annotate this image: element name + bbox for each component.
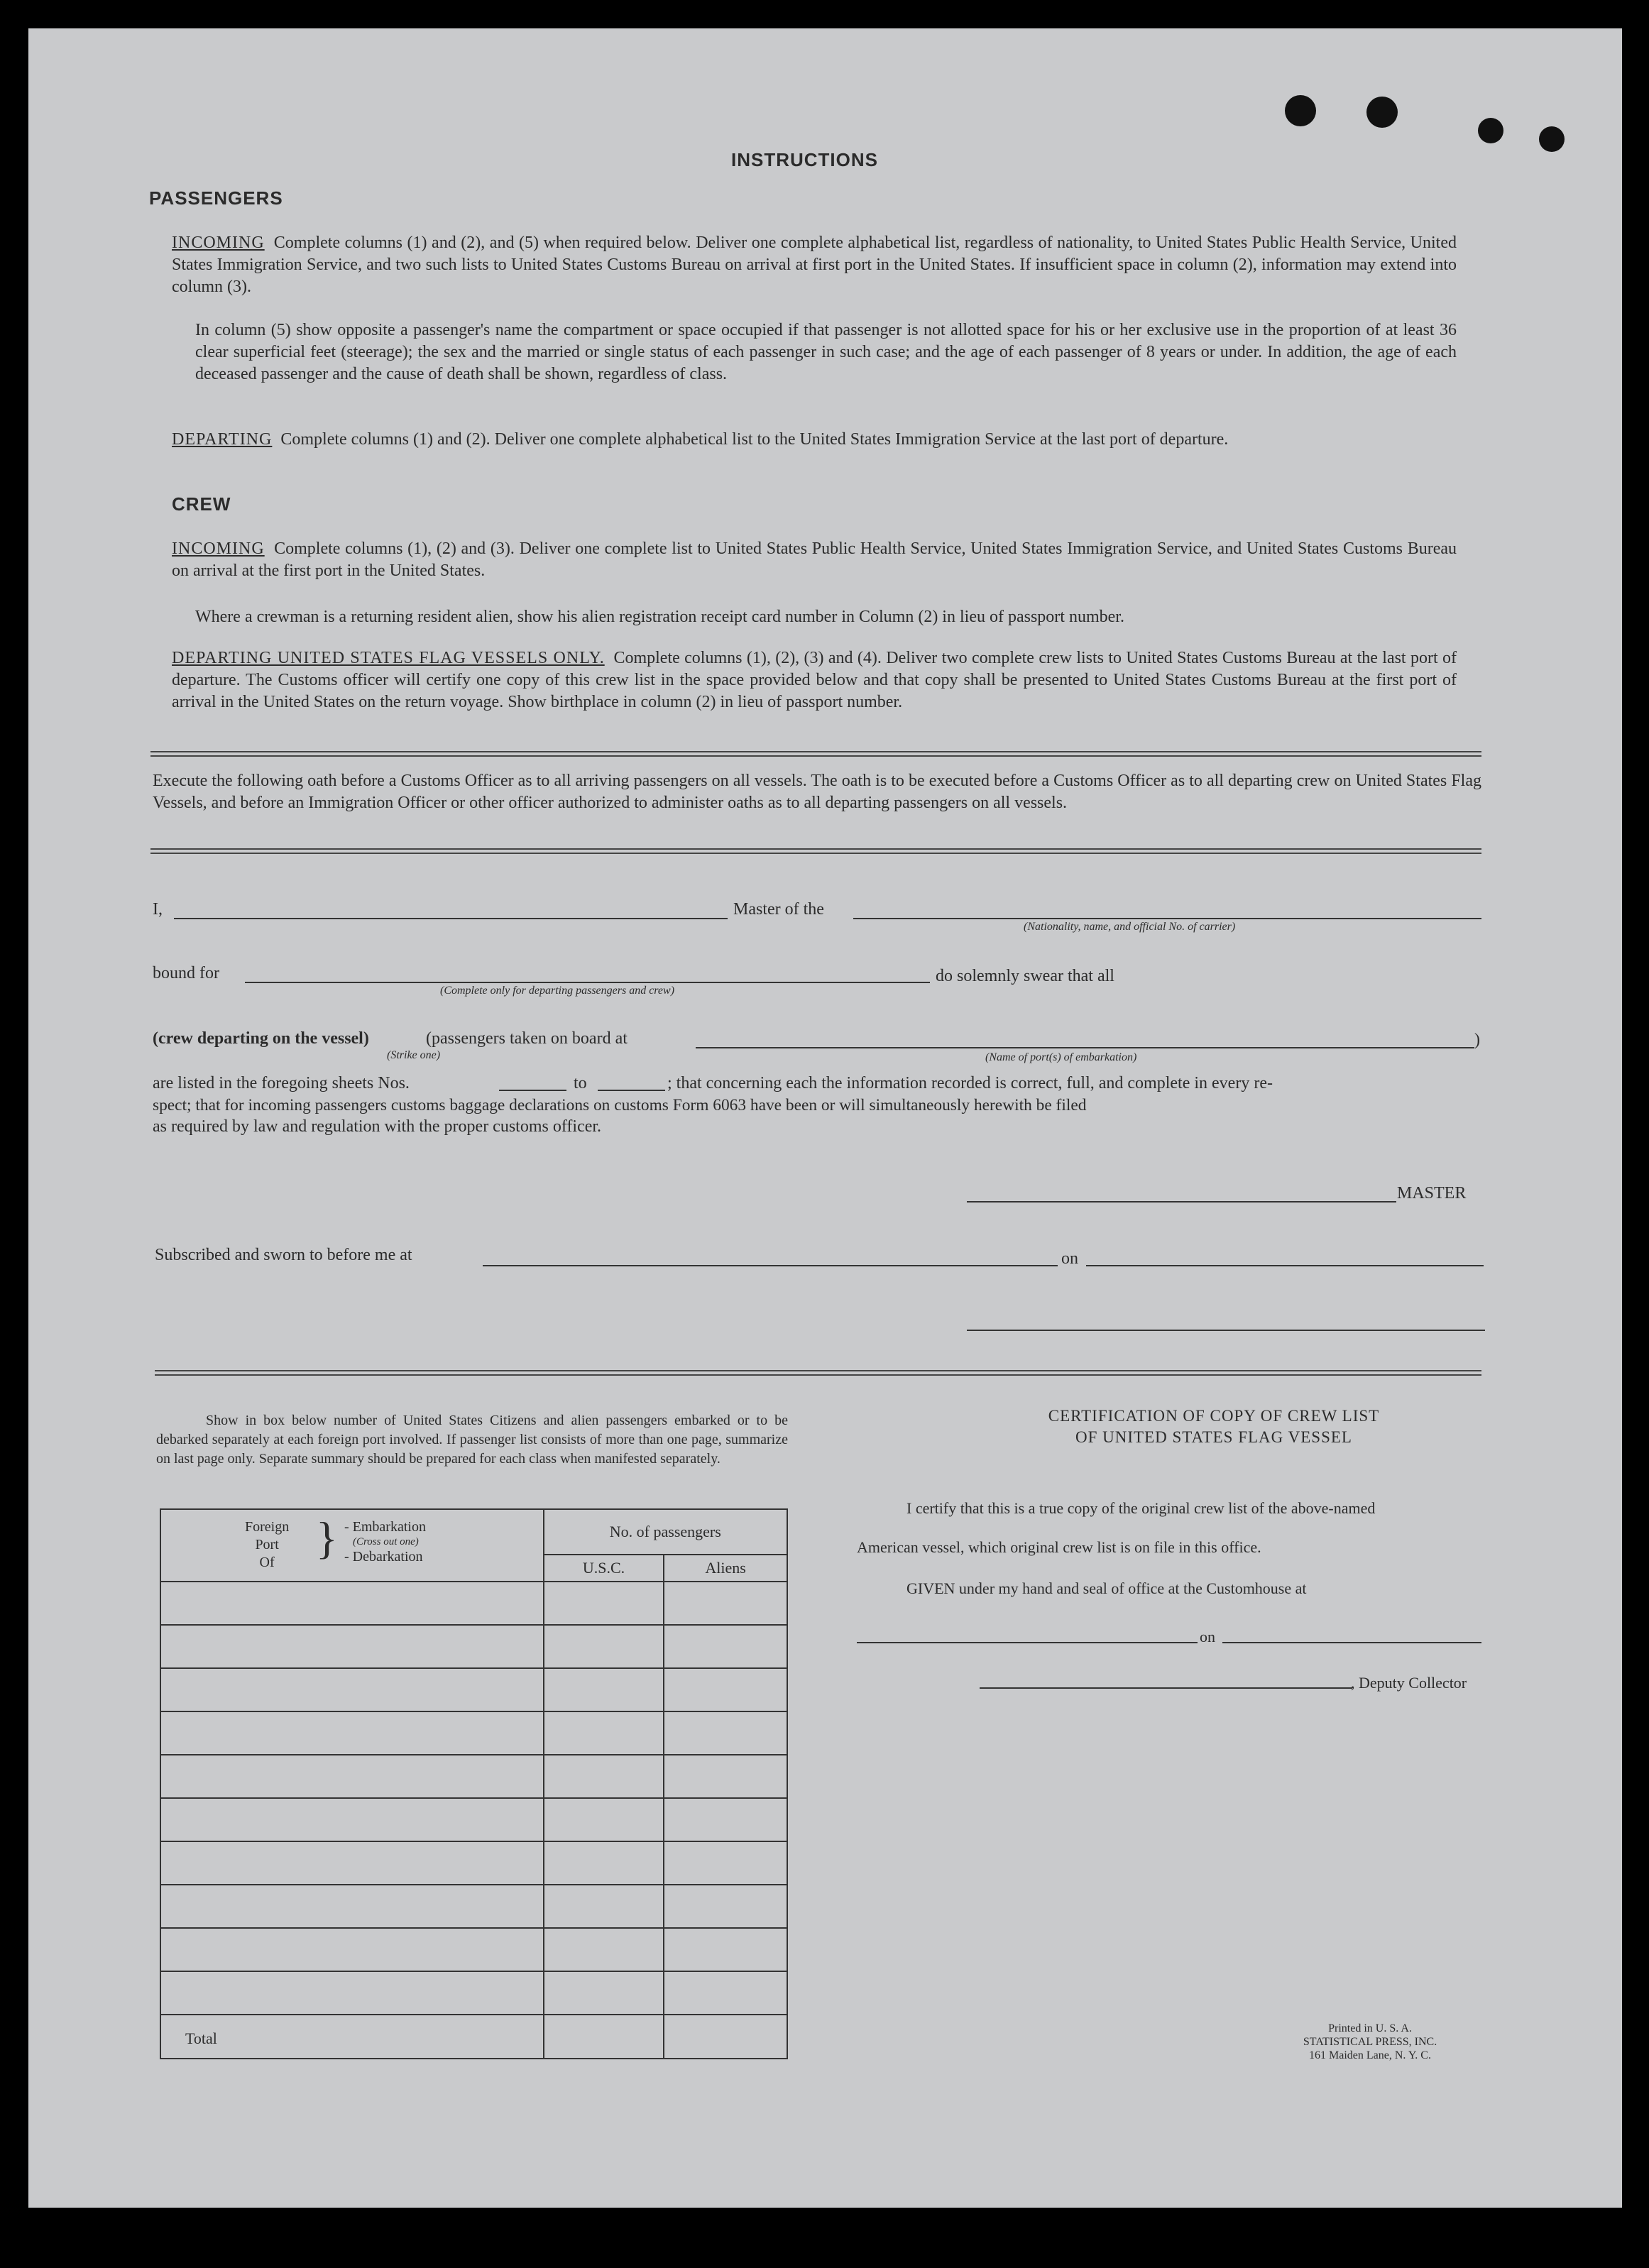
port-cell[interactable] (160, 1625, 544, 1668)
aliens-cell[interactable] (664, 1668, 787, 1711)
port-cell[interactable] (160, 1928, 544, 1971)
crew-incoming-text: Complete columns (1), (2) and (3). Deliver one complete list to United States Public Health Service, United States Immigration Service, and United States Customs Bureau on arrival at the first port in the United States. (172, 539, 1457, 580)
usc-cell[interactable] (544, 1711, 664, 1755)
brace-icon: } (316, 1513, 338, 1563)
subscribed-label: Subscribed and sworn to before me at (155, 1246, 412, 1264)
master-label: MASTER (1397, 1184, 1467, 1203)
passengers-taken-option: (passengers taken on board at (426, 1029, 628, 1048)
punch-hole (1285, 95, 1316, 126)
officer-signature-field[interactable] (967, 1330, 1485, 1331)
certification-title (859, 1406, 1569, 1448)
aliens-cell[interactable] (664, 1625, 787, 1668)
aliens-cell[interactable] (664, 1582, 787, 1625)
usc-cell[interactable] (544, 1582, 664, 1625)
usc-cell[interactable] (544, 1668, 664, 1711)
master-signature-field[interactable] (967, 1201, 1396, 1203)
listed-text-d: as required by law and regulation with the proper customs officer. (153, 1117, 602, 1136)
divider (150, 751, 1481, 757)
certify-line-3: GIVEN under my hand and seal of office at the Customhouse at (906, 1579, 1307, 1597)
divider (150, 848, 1481, 854)
passengers-departing-text: Complete columns (1) and (2). Deliver one complete alphabetical list to the United States Immigration Service at the last port of departure. (280, 430, 1229, 449)
punch-hole (1366, 97, 1398, 128)
punch-hole (1539, 126, 1565, 152)
certification-title-line-1: CERTIFICATION OF COPY OF CREW LIST (1048, 1407, 1380, 1425)
divider (155, 1370, 1481, 1376)
usc-cell[interactable] (544, 1841, 664, 1885)
port-cell[interactable] (160, 1755, 544, 1798)
no-of-passengers-header: No. of passengers (544, 1509, 787, 1555)
passengers-incoming-label: INCOMING (172, 234, 265, 252)
aliens-total-cell[interactable] (664, 2015, 787, 2059)
ports-caption: (Name of port(s) of embarkation) (985, 1051, 1137, 1063)
port-cell[interactable] (160, 1582, 544, 1625)
bound-for-field[interactable] (245, 982, 930, 983)
passenger-summary-table (160, 1508, 788, 2059)
usc-total-cell[interactable] (544, 2015, 664, 2059)
printer-line-3: 161 Maiden Lane, N. Y. C. (1309, 2049, 1431, 2061)
usc-cell[interactable] (544, 1755, 664, 1798)
sheet-from-field[interactable] (499, 1090, 566, 1091)
cross-out-caption: (Cross out one) (353, 1536, 419, 1547)
deputy-collector-label: , Deputy Collector (1351, 1674, 1467, 1692)
bound-for-caption: (Complete only for departing passengers and crew) (440, 985, 675, 997)
printer-line-1: Printed in U. S. A. (1328, 2022, 1412, 2034)
listed-to-label: to (574, 1074, 587, 1092)
sworn-place-field[interactable] (483, 1265, 1058, 1266)
aliens-cell[interactable] (664, 1711, 787, 1755)
of-label: Of (259, 1555, 275, 1570)
certify-line-2: American vessel, which original crew list is on file in this office. (857, 1538, 1261, 1556)
certify-date-field[interactable] (1222, 1642, 1481, 1643)
summary-note: Show in box below number of United States Citizens and alien passengers embarked or to be debarked separately at each foreign port involved. If passenger list consists of more than one page, summarize on last page only. Separate summary should be prepared for each class when manifested separately. (156, 1413, 788, 1467)
usc-cell[interactable] (544, 1885, 664, 1928)
printer-imprint (1264, 2022, 1477, 2062)
listed-text-a: are listed in the foregoing sheets Nos. (153, 1074, 410, 1092)
usc-cell[interactable] (544, 1971, 664, 2015)
usc-header: U.S.C. (544, 1555, 664, 1582)
aliens-cell[interactable] (664, 1928, 787, 1971)
crew-departing-option: (crew departing on the vessel) (153, 1029, 369, 1048)
oath-intro: Execute the following oath before a Customs Officer as to all arriving passengers on all vessels. The oath is to be executed before a Customs Officer as to all departing crew on United States Flag Vessels, and before an Immigration Officer or other officer authorized to administer oaths as to all departing passengers on all vessels. (153, 772, 1481, 812)
close-paren: ) (1474, 1031, 1480, 1049)
debarkation-label: - Debarkation (344, 1549, 423, 1565)
usc-cell[interactable] (544, 1625, 664, 1668)
port-cell[interactable] (160, 1711, 544, 1755)
port-cell[interactable] (160, 1668, 544, 1711)
aliens-cell[interactable] (664, 1841, 787, 1885)
crew-departing-label: DEPARTING UNITED STATES FLAG VESSELS ONLY. (172, 649, 605, 667)
aliens-cell[interactable] (664, 1798, 787, 1841)
total-label: Total (185, 2029, 217, 2047)
crew-heading: CREW (172, 493, 231, 515)
carrier-field[interactable] (853, 918, 1481, 919)
aliens-cell[interactable] (664, 1755, 787, 1798)
passengers-departing-paragraph (172, 429, 1457, 451)
total-cell (160, 2015, 544, 2059)
strike-one-caption: (Strike one) (387, 1049, 441, 1061)
aliens-cell[interactable] (664, 1971, 787, 2015)
nationality-caption: (Nationality, name, and official No. of carrier) (1024, 921, 1236, 933)
printer-line-2: STATISTICAL PRESS, INC. (1303, 2036, 1437, 2048)
aliens-header: Aliens (664, 1555, 787, 1582)
crew-alien-paragraph: Where a crewman is a returning resident alien, show his alien registration receipt card number in Column (2) in lieu of passport number. (195, 608, 1124, 626)
port-label: Port (255, 1537, 279, 1552)
certify-on-label: on (1200, 1628, 1215, 1645)
foreign-label: Foreign (245, 1519, 290, 1535)
passengers-incoming-paragraph (172, 232, 1457, 298)
port-cell[interactable] (160, 1841, 544, 1885)
usc-cell[interactable] (544, 1798, 664, 1841)
listed-text-b: ; that concerning each the information recorded is correct, full, and complete in every re- (667, 1074, 1273, 1092)
usc-cell[interactable] (544, 1928, 664, 1971)
embarkation-ports-field[interactable] (696, 1047, 1474, 1048)
crew-incoming-paragraph (172, 538, 1457, 582)
embarkation-label: - Embarkation (344, 1519, 426, 1535)
master-of-the-label: Master of the (733, 900, 824, 919)
port-cell[interactable] (160, 1885, 544, 1928)
passengers-heading: PASSENGERS (149, 187, 283, 209)
aliens-cell[interactable] (664, 1885, 787, 1928)
foreign-port-header (160, 1509, 544, 1582)
passengers-departing-label: DEPARTING (172, 430, 273, 449)
customhouse-field[interactable] (857, 1642, 1198, 1643)
certification-title-line-2: OF UNITED STATES FLAG VESSEL (1075, 1428, 1352, 1446)
crew-departing-text: Complete columns (1), (2), (3) and (4). Deliver two complete crew lists to United States Customs Bureau at the last port of departure. The Customs officer will certify one copy of this crew list in the space provided below and that copy shall be presented to United States Customs Bureau at the first port of arrival in the United States on the return voyage. Show birthplace in column (2) in lieu of passport number. (172, 649, 1457, 711)
sheet-to-field[interactable] (598, 1090, 665, 1091)
passengers-incoming-text: Complete columns (1) and (2), and (5) when required below. Deliver one complete alphabetical list, regardless of nationality, to United States Public Health Service, United States Immigration Service, and two such lists to United States Customs Bureau on arrival at first port in the United States. If insufficient space in column (2), information may extend into column (3). (172, 234, 1457, 296)
port-cell[interactable] (160, 1971, 544, 2015)
bound-for-label: bound for (153, 964, 219, 982)
master-name-field[interactable] (174, 918, 728, 919)
port-cell[interactable] (160, 1798, 544, 1841)
deputy-signature-field[interactable] (980, 1687, 1352, 1689)
page-title: INSTRUCTIONS (731, 149, 878, 170)
oath-i-label: I, (153, 900, 163, 919)
crew-departing-paragraph (172, 647, 1457, 713)
crew-incoming-label: INCOMING (172, 539, 265, 558)
solemnly-swear-label: do solemnly swear that all (936, 967, 1114, 985)
punch-hole (1478, 118, 1503, 143)
certify-line-1: I certify that this is a true copy of the original crew list of the above-named (906, 1499, 1376, 1517)
sworn-on-label: on (1061, 1249, 1078, 1268)
listed-text-c: spect; that for incoming passengers customs baggage declarations on customs Form 6063 have been or will simultaneously herewith be filed (153, 1096, 1087, 1114)
column5-paragraph: In column (5) show opposite a passenger's name the compartment or space occupied if that passenger is not allotted space for his or her exclusive use in the proportion of at least 36 clear superficial feet (steerage); the sex and the married or single status of each passenger in such case; and the age of each passenger of 8 years or under. In addition, the age of each deceased passenger and the cause of death shall be shown, regardless of class. (195, 321, 1457, 383)
sworn-date-field[interactable] (1086, 1265, 1484, 1266)
